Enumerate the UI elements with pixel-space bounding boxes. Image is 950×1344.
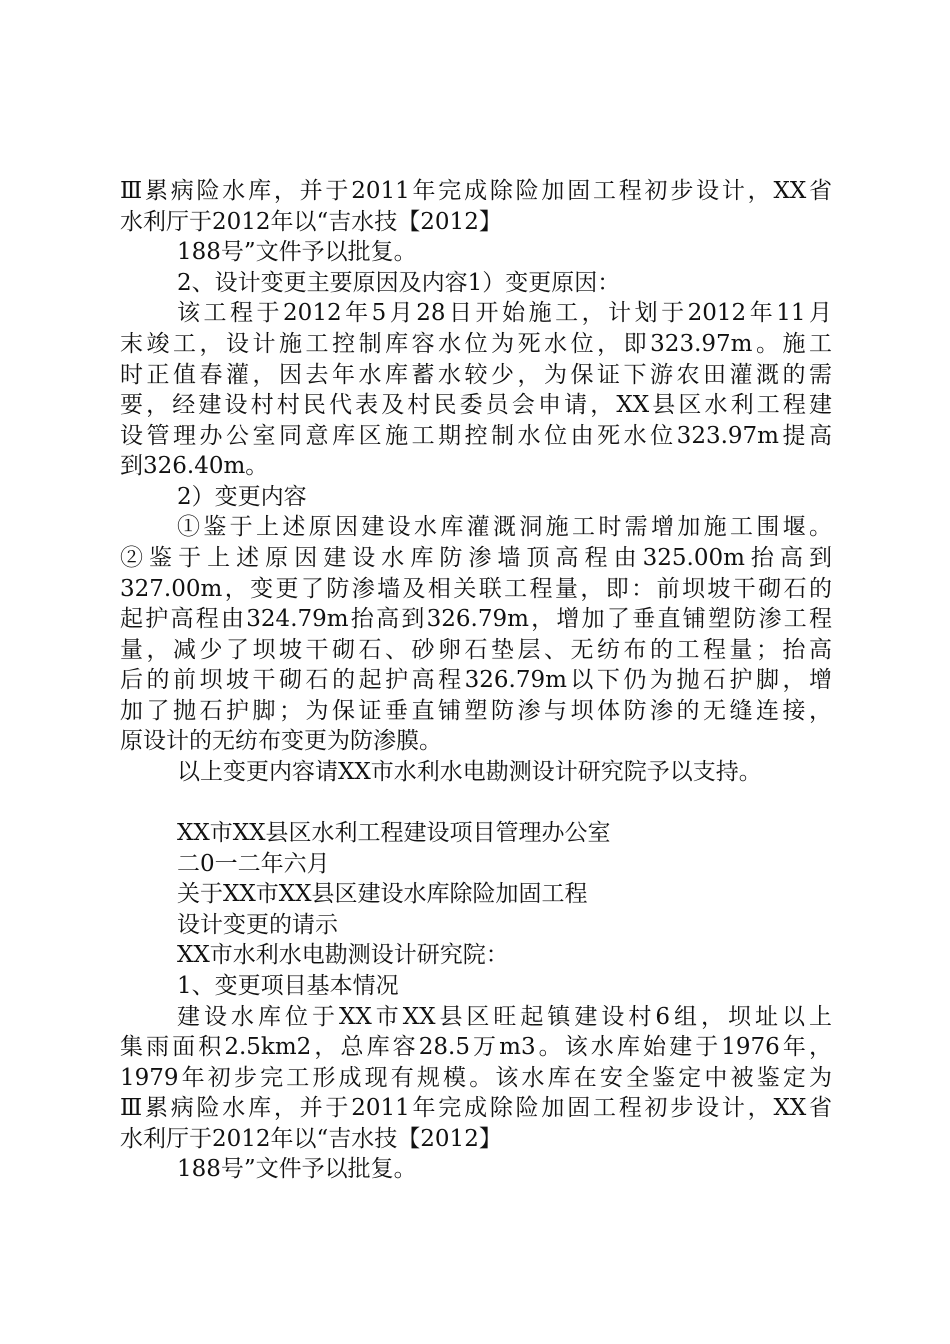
text-line: 后的前坝坡干砌石的起护高程326.79m以下仍为抛石护脚，增 [120,667,832,693]
text-line: Ⅲ累病险水库，并于2011年完成除险加固工程初步设计，XX省 [120,1095,832,1121]
text-line: 设管理办公室同意库区施工期控制水位由死水位323.97m提高 [120,423,832,449]
text-line: 关于XX市XX县区建设水库除险加固工程 [177,881,588,907]
text-line: 水利厅于2012年以“吉水技【2012】 [120,209,502,235]
text-line: 原设计的无纺布变更为防渗膜。 [120,728,442,754]
text-line: 集雨面积2.5km2，总库容28.5万m3。该水库始建于1976年， [120,1034,832,1060]
text-line: 设计变更的请示 [177,912,338,938]
text-line: ②鉴于上述原因建设水库防渗墙顶高程由325.00m抬高到 [120,545,832,571]
text-line: 该工程于2012年5月28日开始施工，计划于2012年11月 [177,300,832,326]
text-line: 1、变更项目基本情况 [177,973,399,999]
text-line: 1979年初步完工形成现有规模。该水库在安全鉴定中被鉴定为 [120,1065,832,1091]
text-line: ①鉴于上述原因建设水库灌溉洞施工时需增加施工围堰。 [177,514,832,540]
text-line: 建设水库位于XX市XX县区旺起镇建设村6组，坝址以上 [177,1004,832,1030]
text-line: 2）变更内容 [177,484,307,510]
text-line: 188号”文件予以批复。 [177,239,417,265]
text-line: 水利厅于2012年以“吉水技【2012】 [120,1126,502,1152]
text-line: 以上变更内容请XX市水利水电勘测设计研究院予以支持。 [177,759,762,785]
text-line: 末竣工，设计施工控制库容水位为死水位，即323.97m。施工 [120,331,832,357]
text-line: 188号”文件予以批复。 [177,1156,417,1182]
text-line: 起护高程由324.79m抬高到326.79m，增加了垂直铺塑防渗工程 [120,606,832,632]
text-line: 二0一二年六月 [177,851,330,877]
text-line: XX市XX县区水利工程建设项目管理办公室 [177,820,611,846]
text-line: 加了抛石护脚；为保证垂直铺塑防渗与坝体防渗的无缝连接， [120,698,832,724]
text-line: XX市水利水电勘测设计研究院： [177,942,509,968]
text-line: 2、设计变更主要原因及内容1）变更原因： [177,270,621,296]
text-line: 量，减少了坝坡干砌石、砂卵石垫层、无纺布的工程量；抬高 [120,637,832,663]
text-line: 时正值春灌，因去年水库蓄水较少，为保证下游农田灌溉的需 [120,362,832,388]
text-line: 327.00m，变更了防渗墙及相关联工程量，即：前坝坡干砌石的 [120,576,832,602]
text-line: 到326.40m。 [120,453,269,479]
text-line: Ⅲ累病险水库，并于2011年完成除险加固工程初步设计，XX省 [120,178,832,204]
text-line: 要，经建设村村民代表及村民委员会申请，XX县区水利工程建 [120,392,832,418]
